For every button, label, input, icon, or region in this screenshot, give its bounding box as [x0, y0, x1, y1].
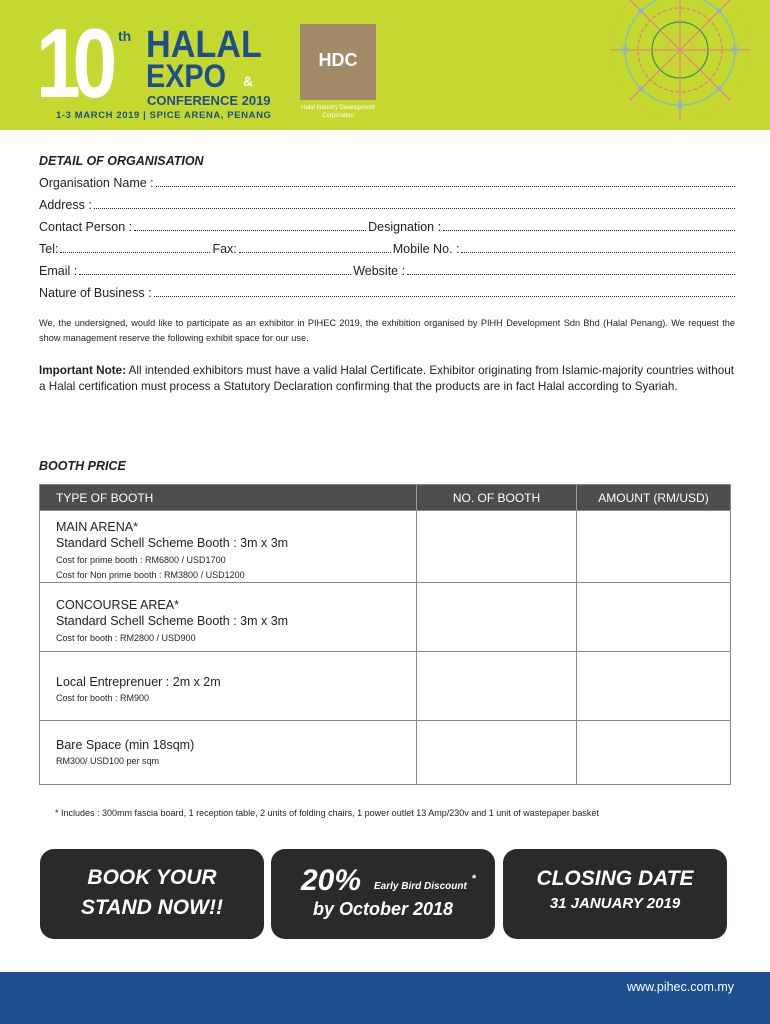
booth-subtitle: Standard Schell Scheme Booth : 3m x 3m — [56, 614, 289, 628]
booth-title: Bare Space (min 18sqm) — [56, 738, 195, 752]
booth-subtitle: Standard Schell Scheme Booth : 3m x 3m — [56, 536, 289, 550]
event-title-conference: CONFERENCE 2019 — [147, 93, 271, 108]
email-label: Email : — [39, 264, 78, 278]
tel-label: Tel: — [39, 242, 59, 256]
edition-ordinal: th — [118, 28, 132, 44]
edition-number: 10 — [36, 8, 109, 118]
early-bird-banner — [271, 849, 495, 939]
designation-label: Designation : — [368, 220, 442, 234]
org-name-label: Organisation Name : — [39, 176, 154, 190]
no-of-booth-input[interactable] — [417, 652, 577, 720]
amount-input[interactable] — [577, 652, 730, 720]
mobile-blank[interactable] — [461, 243, 735, 253]
event-title-ampersand: & — [243, 73, 254, 89]
org-name-field[interactable] — [39, 176, 737, 194]
table-row — [40, 720, 730, 784]
website-blank[interactable] — [407, 265, 735, 275]
nature-label: Nature of Business : — [39, 286, 152, 300]
hdc-subtitle: Halal Industry Development Corporation — [301, 105, 375, 119]
mobile-label: Mobile No. : — [392, 242, 460, 256]
website-link[interactable]: www.pihec.com.my — [627, 980, 734, 994]
no-of-booth-input[interactable] — [417, 721, 577, 784]
important-note — [39, 363, 735, 395]
email-blank[interactable] — [79, 265, 351, 275]
discount-label: Early Bird Discount — [374, 881, 467, 892]
discount-percentage: 20% — [301, 864, 362, 897]
booth-cost: Cost for booth : RM900 — [56, 693, 150, 703]
closing-label: CLOSING DATE — [536, 867, 694, 890]
col-amount: AMOUNT (RM/USD) — [598, 490, 709, 505]
booth-cost: Cost for booth : RM2800 / USD900 — [56, 633, 196, 643]
col-type-of-booth: TYPE OF BOOTH — [40, 485, 417, 510]
hdc-logo-text: HDC — [318, 50, 358, 70]
event-title-halal: HALAL — [146, 24, 262, 66]
nature-field[interactable] — [39, 286, 737, 304]
book-stand-banner — [40, 849, 264, 939]
contact-person-label: Contact Person : — [39, 220, 133, 234]
booth-title: MAIN ARENA* — [56, 520, 138, 534]
booth-cost: RM300/ USD100 per sqm — [56, 756, 160, 766]
website-label: Website : — [353, 264, 406, 278]
closing-date-banner — [503, 849, 727, 939]
event-dates-venue: 1-3 MARCH 2019 | SPICE ARENA, PENANG — [56, 110, 272, 121]
booth-type-cell — [40, 652, 417, 720]
amount-input[interactable] — [577, 583, 730, 651]
booth-price-table — [39, 484, 731, 785]
important-note-label: Important Note: — [39, 364, 126, 377]
booth-type-cell — [40, 721, 417, 784]
booth-title: CONCOURSE AREA* — [56, 598, 179, 612]
designation-blank[interactable] — [443, 221, 735, 231]
event-title-expo: EXPO — [146, 58, 227, 94]
fax-label: Fax: — [212, 242, 237, 256]
address-field[interactable] — [39, 198, 737, 216]
footer-bar — [0, 972, 770, 1024]
contact-person-blank[interactable] — [134, 221, 366, 231]
nature-blank[interactable] — [154, 287, 735, 297]
table-row — [40, 651, 730, 720]
book-line2: STAND NOW!! — [81, 896, 223, 919]
no-of-booth-input[interactable] — [417, 511, 577, 582]
col-no-of-booth: NO. OF BOOTH — [417, 485, 577, 510]
amount-input[interactable] — [577, 721, 730, 784]
table-row — [40, 582, 730, 651]
book-stand-text — [40, 863, 264, 923]
header-banner — [0, 0, 770, 130]
email-row — [39, 264, 737, 282]
table-header — [40, 485, 730, 510]
booth-type-cell — [40, 583, 417, 651]
mandala-ornament-icon — [570, 0, 770, 130]
table-row — [40, 510, 730, 582]
address-label: Address : — [39, 198, 92, 212]
contact-row — [39, 220, 737, 238]
discount-deadline: by October 2018 — [312, 899, 454, 919]
fax-blank[interactable] — [239, 243, 391, 253]
address-blank[interactable] — [94, 199, 735, 209]
amount-input[interactable] — [577, 511, 730, 582]
booth-cost: Cost for prime booth : RM6800 / USD1700 — [56, 555, 226, 565]
no-of-booth-input[interactable] — [417, 583, 577, 651]
discount-asterisk: * — [472, 873, 477, 885]
declaration-text: We, the undersigned, would like to participate as an exhibitor in PIHEC 2019, the exhibition organised by PIHH Development Sdn Bhd (Halal Penang). We request the show management reserve the following exhibit space for our use. — [39, 318, 735, 343]
hdc-logo — [300, 24, 376, 100]
tel-blank[interactable] — [60, 243, 210, 253]
book-line1: BOOK YOUR — [87, 866, 217, 889]
booth-heading: BOOTH PRICE — [39, 459, 126, 473]
organisation-heading: DETAIL OF ORGANISATION — [39, 154, 204, 168]
org-name-blank[interactable] — [156, 177, 735, 187]
booth-type-cell — [40, 511, 417, 582]
important-note-text: All intended exhibitors must have a valid Halal Certificate. Exhibitor originating from Islamic-majority countries without a Halal certification must process a Statutory Declaration confirming that the products are in fact Halal according to Syariah. — [39, 364, 735, 393]
booth-title: Local Entreprenuer : 2m x 2m — [56, 675, 221, 689]
booth-footnote: * Includes : 300mm fascia board, 1 reception table, 2 units of folding chairs, 1 power outlet 13 Amp/230v and 1 unit of wastepaper basket — [55, 808, 599, 818]
phone-row — [39, 242, 737, 260]
booth-cost: Cost for Non prime booth : RM3800 / USD1200 — [56, 570, 245, 580]
closing-date: 31 JANUARY 2019 — [549, 895, 681, 912]
